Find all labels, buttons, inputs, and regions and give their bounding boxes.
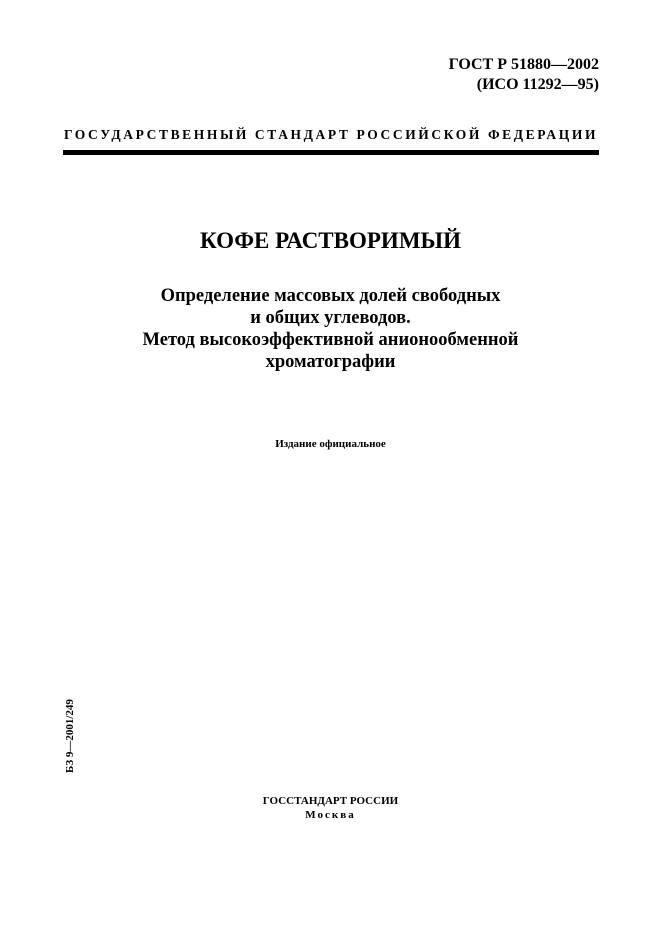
subtitle-line: хроматографии <box>265 352 396 372</box>
header-rule <box>63 150 599 155</box>
document-title: КОФЕ РАСТВОРИМЫЙ <box>200 228 461 253</box>
subtitle-line: Метод высокоэффективной анионообменной <box>142 330 519 350</box>
publisher-name: ГОССТАНДАРТ РОССИИ <box>262 795 399 807</box>
side-code: БЗ 9—2001/249 <box>64 699 76 773</box>
subtitle-line: Определение массовых долей свободных <box>160 286 501 306</box>
federal-title: ГОСУДАРСТВЕННЫЙ СТАНДАРТ РОССИЙСКОЙ ФЕДЕРАЦИИ <box>63 127 599 142</box>
publisher-city: Москва <box>305 809 356 821</box>
iso-number: (ИСО 11292—95) <box>476 76 599 93</box>
publisher <box>0 794 661 822</box>
document-subtitle <box>0 285 661 373</box>
standard-number: ГОСТ Р 51880—2002 <box>448 56 599 73</box>
subtitle-line: и общих углеводов. <box>250 308 411 328</box>
standard-designation <box>449 55 599 95</box>
edition-label: Издание официальное <box>275 438 386 450</box>
